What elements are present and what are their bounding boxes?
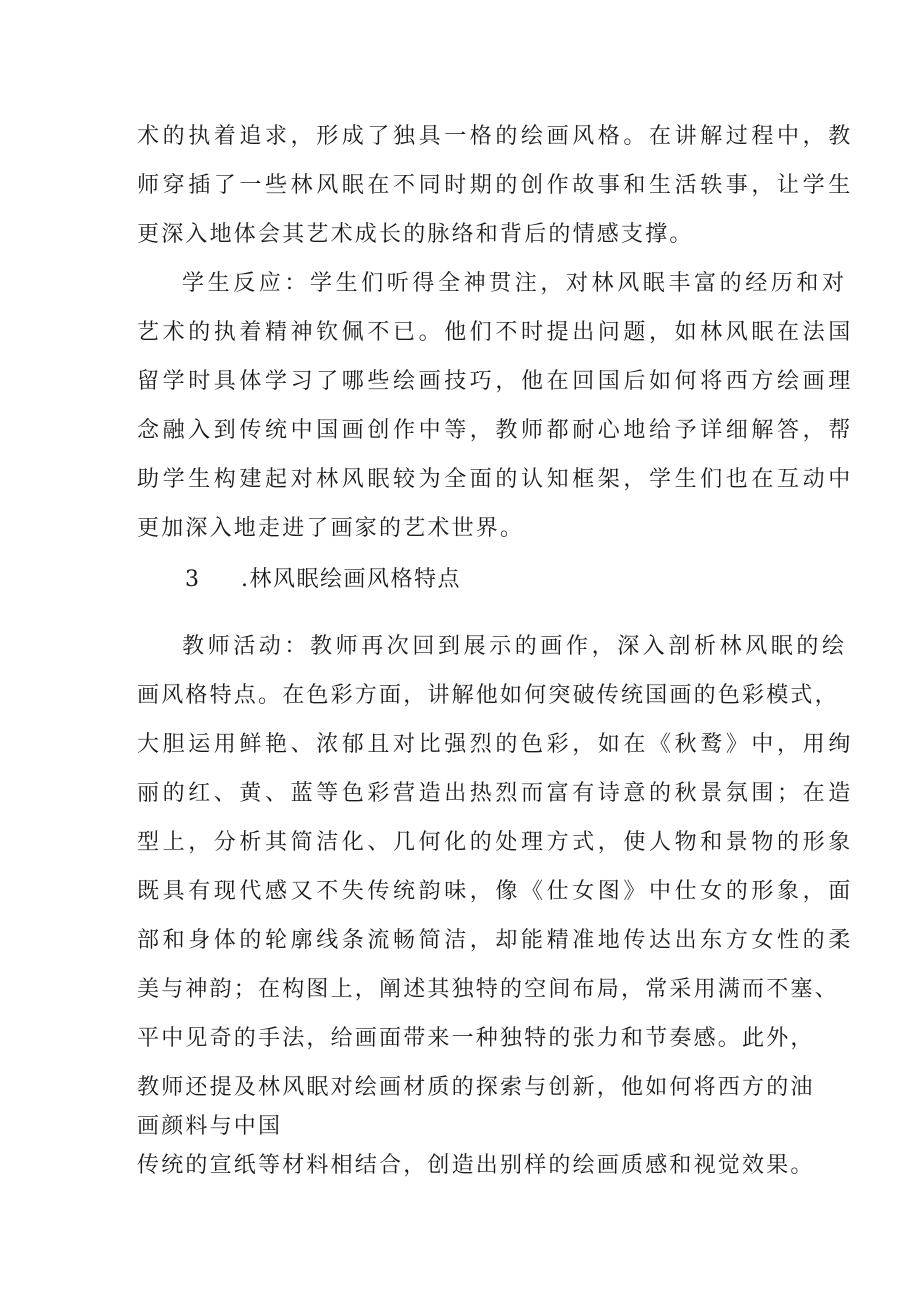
paragraph-3-line-2: 画风格特点。在色彩方面，讲解他如何突破传统国画的色彩模式， bbox=[137, 683, 839, 708]
paragraph-2-line-4: 念融入到传统中国画创作中等，教师都耐心地给予详细解答，帮 bbox=[137, 418, 854, 443]
paragraph-3-line-10: 教师还提及林风眠对绘画材质的探索与创新，他如何将西方的油 bbox=[137, 1075, 815, 1100]
paragraph-2-line-2: 艺术的执着精神钦佩不已。他们不时提出问题，如林风眠在法国 bbox=[137, 320, 854, 345]
paragraph-3-line-6: 既具有现代感又不失传统韵味，像《仕女图》中仕女的形象，面 bbox=[137, 879, 854, 904]
paragraph-3-line-11: 画颜料与中国 bbox=[137, 1114, 283, 1139]
section-title: .林风眠绘画风格特点 bbox=[241, 567, 461, 592]
paragraph-1-line-1: 术的执着追求，形成了独具一格的绘画风格。在讲解过程中，教 bbox=[137, 124, 854, 149]
paragraph-3-line-8: 美与神韵；在构图上，阐述其独特的空间布局，常采用满而不塞、 bbox=[137, 977, 839, 1002]
paragraph-3-line-4: 丽的红、黄、蓝等色彩营造出热烈而富有诗意的秋景氛围；在造 bbox=[137, 781, 854, 806]
section-number: 3 bbox=[185, 567, 199, 592]
paragraph-3-line-3: 大胆运用鲜艳、浓郁且对比强烈的色彩，如在《秋鹜》中，用绚 bbox=[137, 732, 854, 757]
paragraph-3-line-9: 平中见奇的手法，给画面带来一种独特的张力和节奏感。此外， bbox=[137, 1026, 815, 1051]
paragraph-3-line-5: 型上，分析其简洁化、几何化的处理方式，使人物和景物的形象 bbox=[137, 830, 854, 855]
paragraph-3-line-7: 部和身体的轮廓线条流畅简洁，却能精准地传达出东方女性的柔 bbox=[137, 928, 854, 953]
paragraph-2-line-6: 更加深入地走进了画家的艺术世界。 bbox=[137, 516, 525, 541]
paragraph-1-line-2: 师穿插了一些林风眠在不同时期的创作故事和生活轶事，让学生 bbox=[137, 173, 854, 198]
paragraph-2-line-5: 助学生构建起对林风眠较为全面的认知框架，学生们也在互动中 bbox=[137, 467, 854, 492]
paragraph-2-line-3: 留学时具体学习了哪些绘画技巧，他在回国后如何将西方绘画理 bbox=[137, 369, 854, 394]
paragraph-3-line-12: 传统的宣纸等材料相结合，创造出别样的绘画质感和视觉效果。 bbox=[137, 1153, 815, 1178]
paragraph-2-line-1: 学生反应：学生们听得全神贯注，对林风眠丰富的经历和对 bbox=[182, 271, 848, 296]
paragraph-1-line-3: 更深入地体会其艺术成长的脉络和背后的情感支撑。 bbox=[137, 222, 694, 247]
paragraph-3-line-1: 教师活动：教师再次回到展示的画作，深入剖析林风眠的绘 bbox=[182, 634, 848, 659]
